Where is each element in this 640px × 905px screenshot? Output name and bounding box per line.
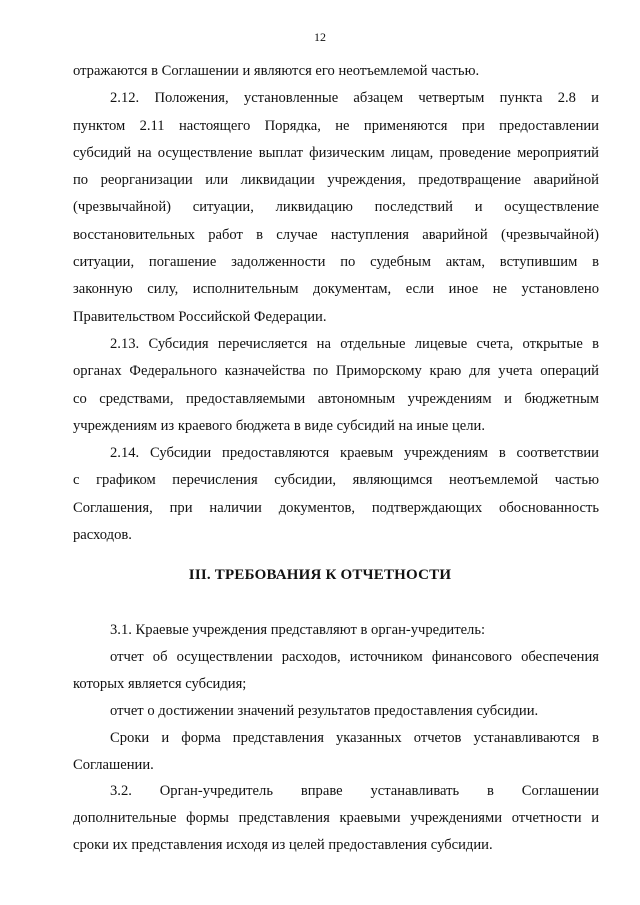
section-3-heading: III. ТРЕБОВАНИЯ К ОТЧЕТНОСТИ (188, 567, 452, 583)
text-line: субсидий на осуществление выплат физическим лицам, проведение мероприятий (73, 144, 599, 161)
text-line: Правительством Российской Федерации. (73, 308, 327, 325)
text-line: сроки их представления исходя из целей предоставления субсидии. (73, 837, 493, 854)
text-line: 2.14. Субсидии предоставляются краевым учреждениям в соответствии (110, 445, 599, 462)
section-2-text (73, 58, 599, 549)
text-line: Сроки и форма представления указанных отчетов устанавливаются в (110, 729, 599, 746)
text-line: дополнительные формы представления краевыми учреждениями отчетности и (73, 810, 599, 827)
text-line: восстановительных работ в случае наступления аварийной (чрезвычайной) (73, 226, 599, 243)
text-line: которых является субсидия; (73, 675, 247, 692)
text-line: 3.2. Орган-учредитель вправе устанавливать в Соглашении (110, 783, 599, 800)
text-line: учреждениям из краевого бюджета в виде субсидий на иные цели. (73, 417, 485, 434)
text-line: пунктом 2.11 настоящего Порядка, не применяются при предоставлении (73, 117, 599, 134)
text-line: отчет об осуществлении расходов, источником финансового обеспечения (110, 648, 599, 665)
text-line: отражаются в Соглашении и являются его неотъемлемой частью. (73, 63, 480, 79)
text-line: 2.12. Положения, установленные абзацем четвертым пункта 2.8 и (110, 90, 599, 107)
text-line: отчет о достижении значений результатов предоставления субсидии. (110, 702, 539, 719)
text-line: 3.1. Краевые учреждения представляют в орган-учредитель: (110, 622, 486, 638)
text-line: Соглашении. (73, 756, 154, 773)
text-line: расходов. (73, 527, 132, 544)
section-3-text (73, 617, 599, 859)
text-line: с графиком перечисления субсидии, являющимся неотъемлемой частью (73, 472, 599, 489)
text-line: Соглашения, при наличии документов, подтверждающих обоснованность (73, 499, 599, 516)
page-number: 12 (314, 30, 326, 44)
text-line: органах Федерального казначейства по Приморскому краю для учета операций (73, 363, 599, 380)
text-line: (чрезвычайной) ситуации, ликвидацию последствий и осуществление (73, 199, 599, 216)
text-line: законную силу, исполнительным документам, если иное не установлено (73, 281, 599, 298)
text-line: ситуации, погашение задолженности по судебным актам, вступившим в (73, 254, 599, 271)
text-line: по реорганизации или ликвидации учреждения, предотвращение аварийной (73, 172, 599, 189)
text-line: 2.13. Субсидия перечисляется на отдельные лицевые счета, открытые в (110, 335, 599, 352)
text-line: со средствами, предоставляемыми автономным учреждениям и бюджетным (73, 390, 599, 407)
